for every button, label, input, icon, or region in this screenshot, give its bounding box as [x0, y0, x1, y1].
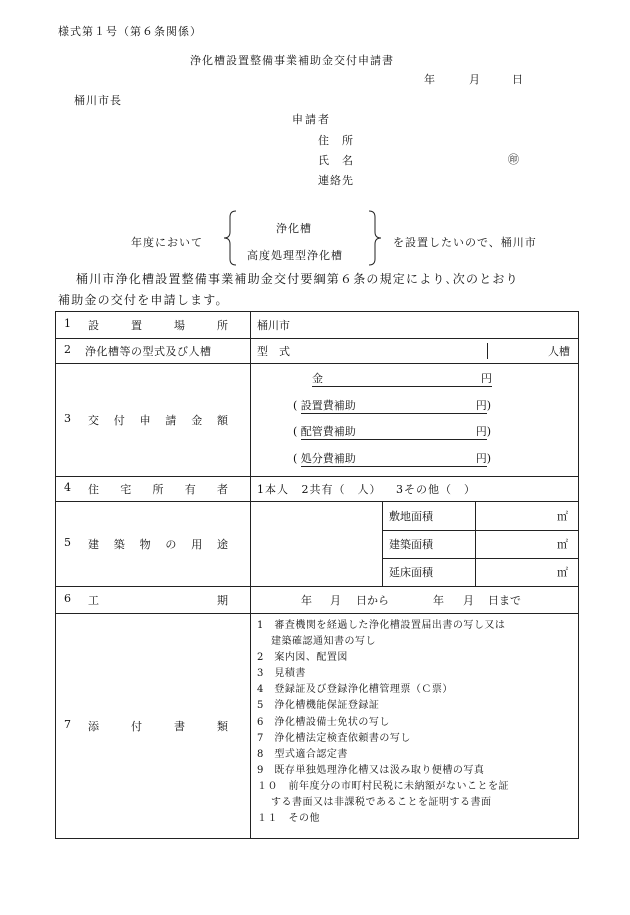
installation-subsidy-field[interactable] [301, 397, 487, 414]
construction-period-field[interactable] [251, 587, 579, 614]
building-area-label: 建築面積 [389, 538, 433, 551]
label-char: 物 [139, 538, 151, 551]
row-number: 1 [64, 317, 71, 330]
form-number: 様式第１号（第６条関係） [58, 25, 202, 38]
label-char: 所 [152, 483, 164, 496]
label-char: 住 [88, 483, 99, 496]
end-month-label: 月 [463, 594, 474, 607]
intro-option-septic-tank: 浄化槽 [276, 222, 312, 235]
intro-prefix: 年度において [131, 236, 203, 249]
floor-area-field[interactable] [476, 558, 579, 586]
tank-capacity-field[interactable] [488, 343, 579, 359]
row-number: 4 [64, 481, 71, 494]
attachment-item: する書面又は非課税であることを証明する書面 [271, 797, 492, 809]
address-label: 住 所 [318, 134, 354, 147]
owner-option-other[interactable]: 3その他（ ） [396, 483, 476, 496]
floor-area-label: 延床面積 [389, 566, 433, 580]
building-area-field[interactable] [476, 530, 579, 558]
attachment-item: 3 見積書 [257, 668, 306, 680]
total-amount-field[interactable] [312, 370, 492, 387]
row-number: 5 [64, 536, 71, 549]
yen-unit: 円 [481, 372, 492, 385]
row-grant-amount: 3 交 付 申 請 金 額 金 円 ( 設置費補助 円 ) ( 配管費補助 円 ) ( 処分費補助 円 ) [56, 364, 579, 477]
start-month-label: 月 [330, 594, 341, 607]
row-number: 2 [64, 343, 71, 356]
form-title: 浄化槽設置整備事業補助金交付申請書 [190, 54, 394, 67]
end-year-label: 年 [433, 594, 444, 607]
addressee: 桶川市長 [74, 94, 122, 107]
label-char: 類 [217, 720, 228, 733]
date-year-label: 年 [424, 73, 435, 86]
row-installation-site [56, 312, 579, 339]
label-char: 添 [88, 720, 99, 733]
contact-label: 連絡先 [318, 174, 354, 187]
model-label: 型 式 [257, 345, 290, 358]
label-char: 場 [174, 319, 185, 332]
row-attachments [56, 614, 579, 839]
attachment-item: 9 既存単独処理浄化槽又は汲み取り便槽の写真 [257, 764, 485, 776]
date-day-label: 日 [512, 73, 523, 86]
seal-mark: ㊞ [508, 153, 519, 166]
intro-suffix: を設置したいので、桶川市 [393, 236, 537, 249]
label-char: 申 [139, 414, 151, 427]
label-char: 額 [216, 414, 228, 427]
attachment-item: 2 案内図、配置図 [257, 652, 348, 664]
label-char: 築 [113, 538, 125, 551]
piping-subsidy-field[interactable] [301, 423, 487, 440]
attachment-item: １１ その他 [257, 813, 320, 825]
applicant-heading: 申請者 [292, 113, 331, 126]
installation-site-field[interactable] [251, 312, 579, 339]
site-area-label: 敷地面積 [389, 509, 433, 523]
owner-option-self[interactable]: 1本人 [257, 483, 289, 496]
attachment-item: １０ 前年度分の市町村民税に未納額がないことを証 [257, 780, 509, 792]
piping-subsidy-label: 配管費補助 [300, 425, 356, 438]
label-char: 請 [165, 414, 177, 427]
right-brace-icon [367, 210, 383, 266]
intro-paragraph-line-2: 補助金の交付を申請します。 [58, 293, 229, 307]
label-char: 設 [88, 319, 99, 332]
attachment-item: 1 審査機関を経過した浄化槽設置届出書の写し又は [257, 620, 506, 631]
label-char: 付 [113, 414, 125, 427]
row-tank-type [56, 339, 579, 364]
row-number: 7 [64, 718, 71, 731]
installation-subsidy-label: 設置費補助 [300, 399, 356, 412]
row-number: 3 [64, 412, 71, 425]
attachment-item: 4 登録証及び登録浄化槽管理票（Ｃ票） [257, 684, 453, 696]
attachment-item: 7 浄化槽法定検査依頼書の写し [257, 732, 411, 744]
area-unit: ㎡ [557, 538, 568, 551]
disposal-subsidy-field[interactable] [301, 450, 487, 467]
tank-type-label: 浄化槽等の型式及び人槽 [85, 345, 212, 358]
owner-option-shared[interactable]: 2共有（ 人） [301, 483, 382, 496]
label-char: の [165, 538, 177, 551]
label-char: 建 [88, 538, 99, 551]
row-construction-period [56, 587, 579, 614]
attachment-item: 5 浄化槽機能保証登録証 [257, 700, 380, 712]
site-city-prefix: 桶川市 [257, 319, 290, 332]
building-use-field[interactable] [251, 502, 383, 586]
area-unit: ㎡ [557, 566, 568, 580]
row-number: 6 [64, 592, 71, 605]
name-label: 氏 名 [318, 154, 354, 167]
row-building-use [56, 502, 579, 587]
label-char: 者 [217, 483, 228, 496]
site-area-field[interactable] [476, 502, 579, 530]
label-char: 宅 [120, 483, 132, 496]
application-table [55, 311, 579, 839]
date-month-label: 月 [469, 73, 480, 86]
yen-unit: 円 [475, 425, 487, 438]
yen-unit: 円 [475, 452, 487, 465]
total-amount-label: 金 [312, 372, 323, 385]
label-char: 工 [88, 594, 99, 607]
yen-unit: 円 [475, 399, 487, 412]
left-brace-icon [222, 210, 238, 266]
label-char: 期 [217, 594, 228, 607]
label-char: 所 [217, 319, 228, 332]
attachment-item: 建築確認通知書の写し [271, 636, 376, 648]
start-day-label: 日から [356, 594, 389, 607]
label-char: 置 [131, 319, 142, 332]
label-char: 有 [184, 483, 196, 496]
intro-paragraph-line-1: 桶川市浄化槽設置整備事業補助金交付要綱第６条の規定により､次のとおり [76, 272, 519, 286]
label-char: 交 [88, 414, 99, 427]
intro-option-advanced-tank: 高度処理型浄化槽 [247, 249, 343, 262]
label-char: 途 [216, 538, 228, 551]
label-char: 用 [191, 538, 203, 551]
tank-model-field[interactable] [251, 343, 488, 359]
label-char: 書 [174, 720, 185, 733]
end-day-label: 日まで [488, 594, 521, 607]
row-house-owner [56, 477, 579, 502]
label-char: 付 [131, 720, 142, 733]
disposal-subsidy-label: 処分費補助 [300, 452, 356, 465]
start-year-label: 年 [301, 594, 312, 607]
capacity-unit-label: 人槽 [548, 345, 570, 358]
area-unit: ㎡ [557, 509, 568, 523]
attachment-item: 6 浄化槽設備士免状の写し [257, 716, 390, 728]
attachment-list [251, 614, 578, 831]
label-char: 金 [191, 414, 203, 427]
attachment-item: 8 型式適合認定書 [257, 748, 348, 760]
